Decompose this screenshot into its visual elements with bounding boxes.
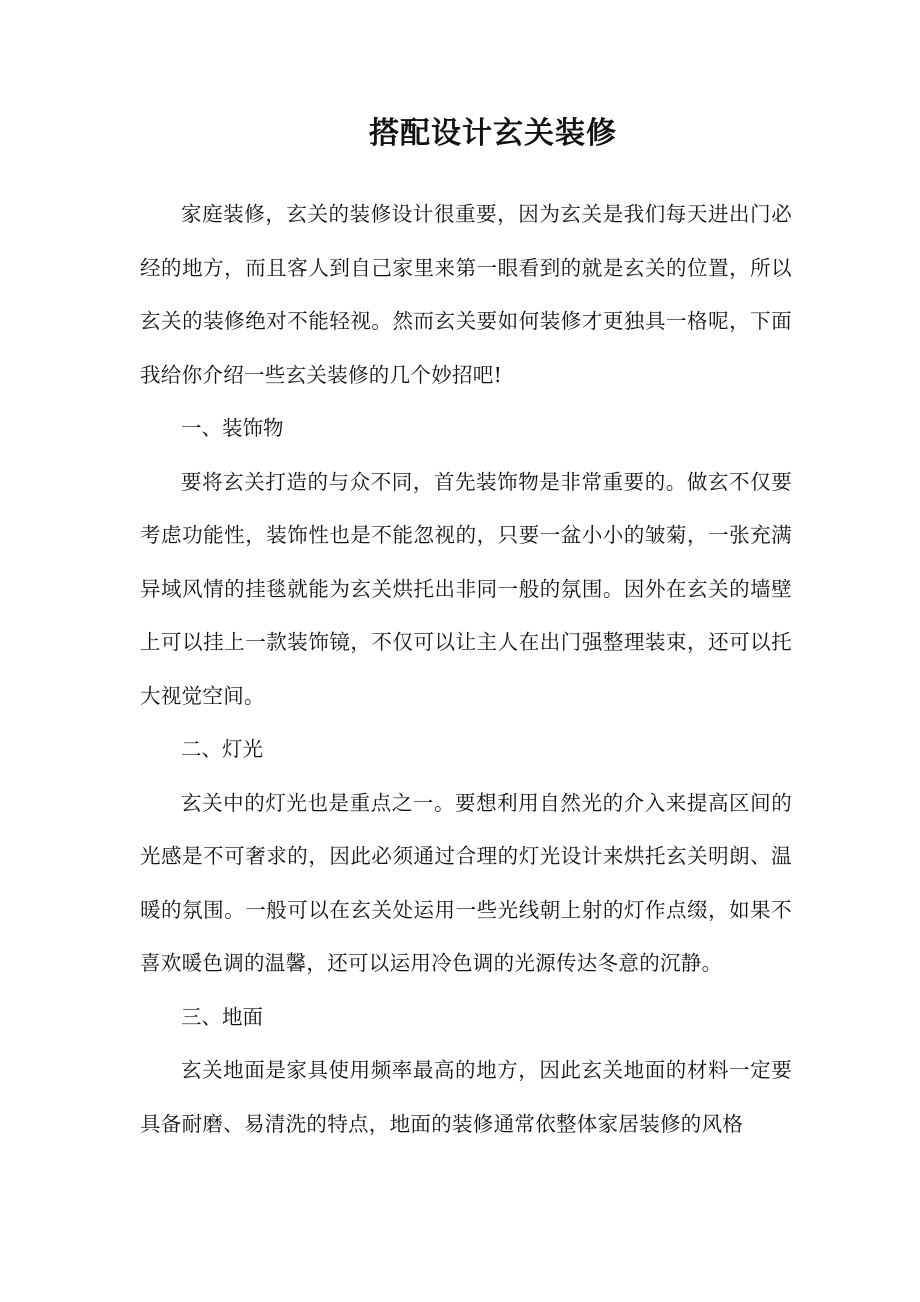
- intro-paragraph: 家庭装修，玄关的装修设计很重要，因为玄关是我们每天进出门必经的地方，而且客人到自己家里来第一眼看到的就是玄关的位置，所以玄关的装修绝对不能轻视。然而玄关要如何装修才更独具一格呢，下面我给你介绍一些玄关装修的几个妙招吧!: [140, 202, 792, 387]
- document-body: [140, 188, 792, 1151]
- section-body-floor: 玄关地面是家具使用频率最高的地方，因此玄关地面的材料一定要具备耐磨、易清洗的特点，地面的装修通常依整体家居装修的风格: [140, 1058, 792, 1136]
- section-heading-lighting: 二、灯光: [181, 737, 263, 761]
- document-title: 搭配设计玄关装修: [369, 116, 617, 151]
- section-heading-decorations: 一、装饰物: [181, 416, 284, 440]
- section-body-decorations: 要将玄关打造的与众不同，首先装饰物是非常重要的。做玄不仅要考虑功能性，装饰性也是不能忽视的，只要一盆小小的皱菊，一张充满异域风情的挂毯就能为玄关烘托出非同一般的氛围。因外在玄关的墙壁上可以挂上一款装饰镜，不仅可以让主人在出门强整理装束，还可以托大视觉空间。: [140, 469, 792, 708]
- section-heading-floor: 三、地面: [181, 1004, 263, 1029]
- section-body-lighting: 玄关中的灯光也是重点之一。要想利用自然光的介入来提高区间的光感是不可奢求的，因此必须通过合理的灯光设计来烘托玄关明朗、温暖的氛围。一般可以在玄关处运用一些光线朝上射的灯作点缀，如果不喜欢暖色调的温馨，还可以运用冷色调的光源传达冬意的沉静。: [140, 790, 792, 975]
